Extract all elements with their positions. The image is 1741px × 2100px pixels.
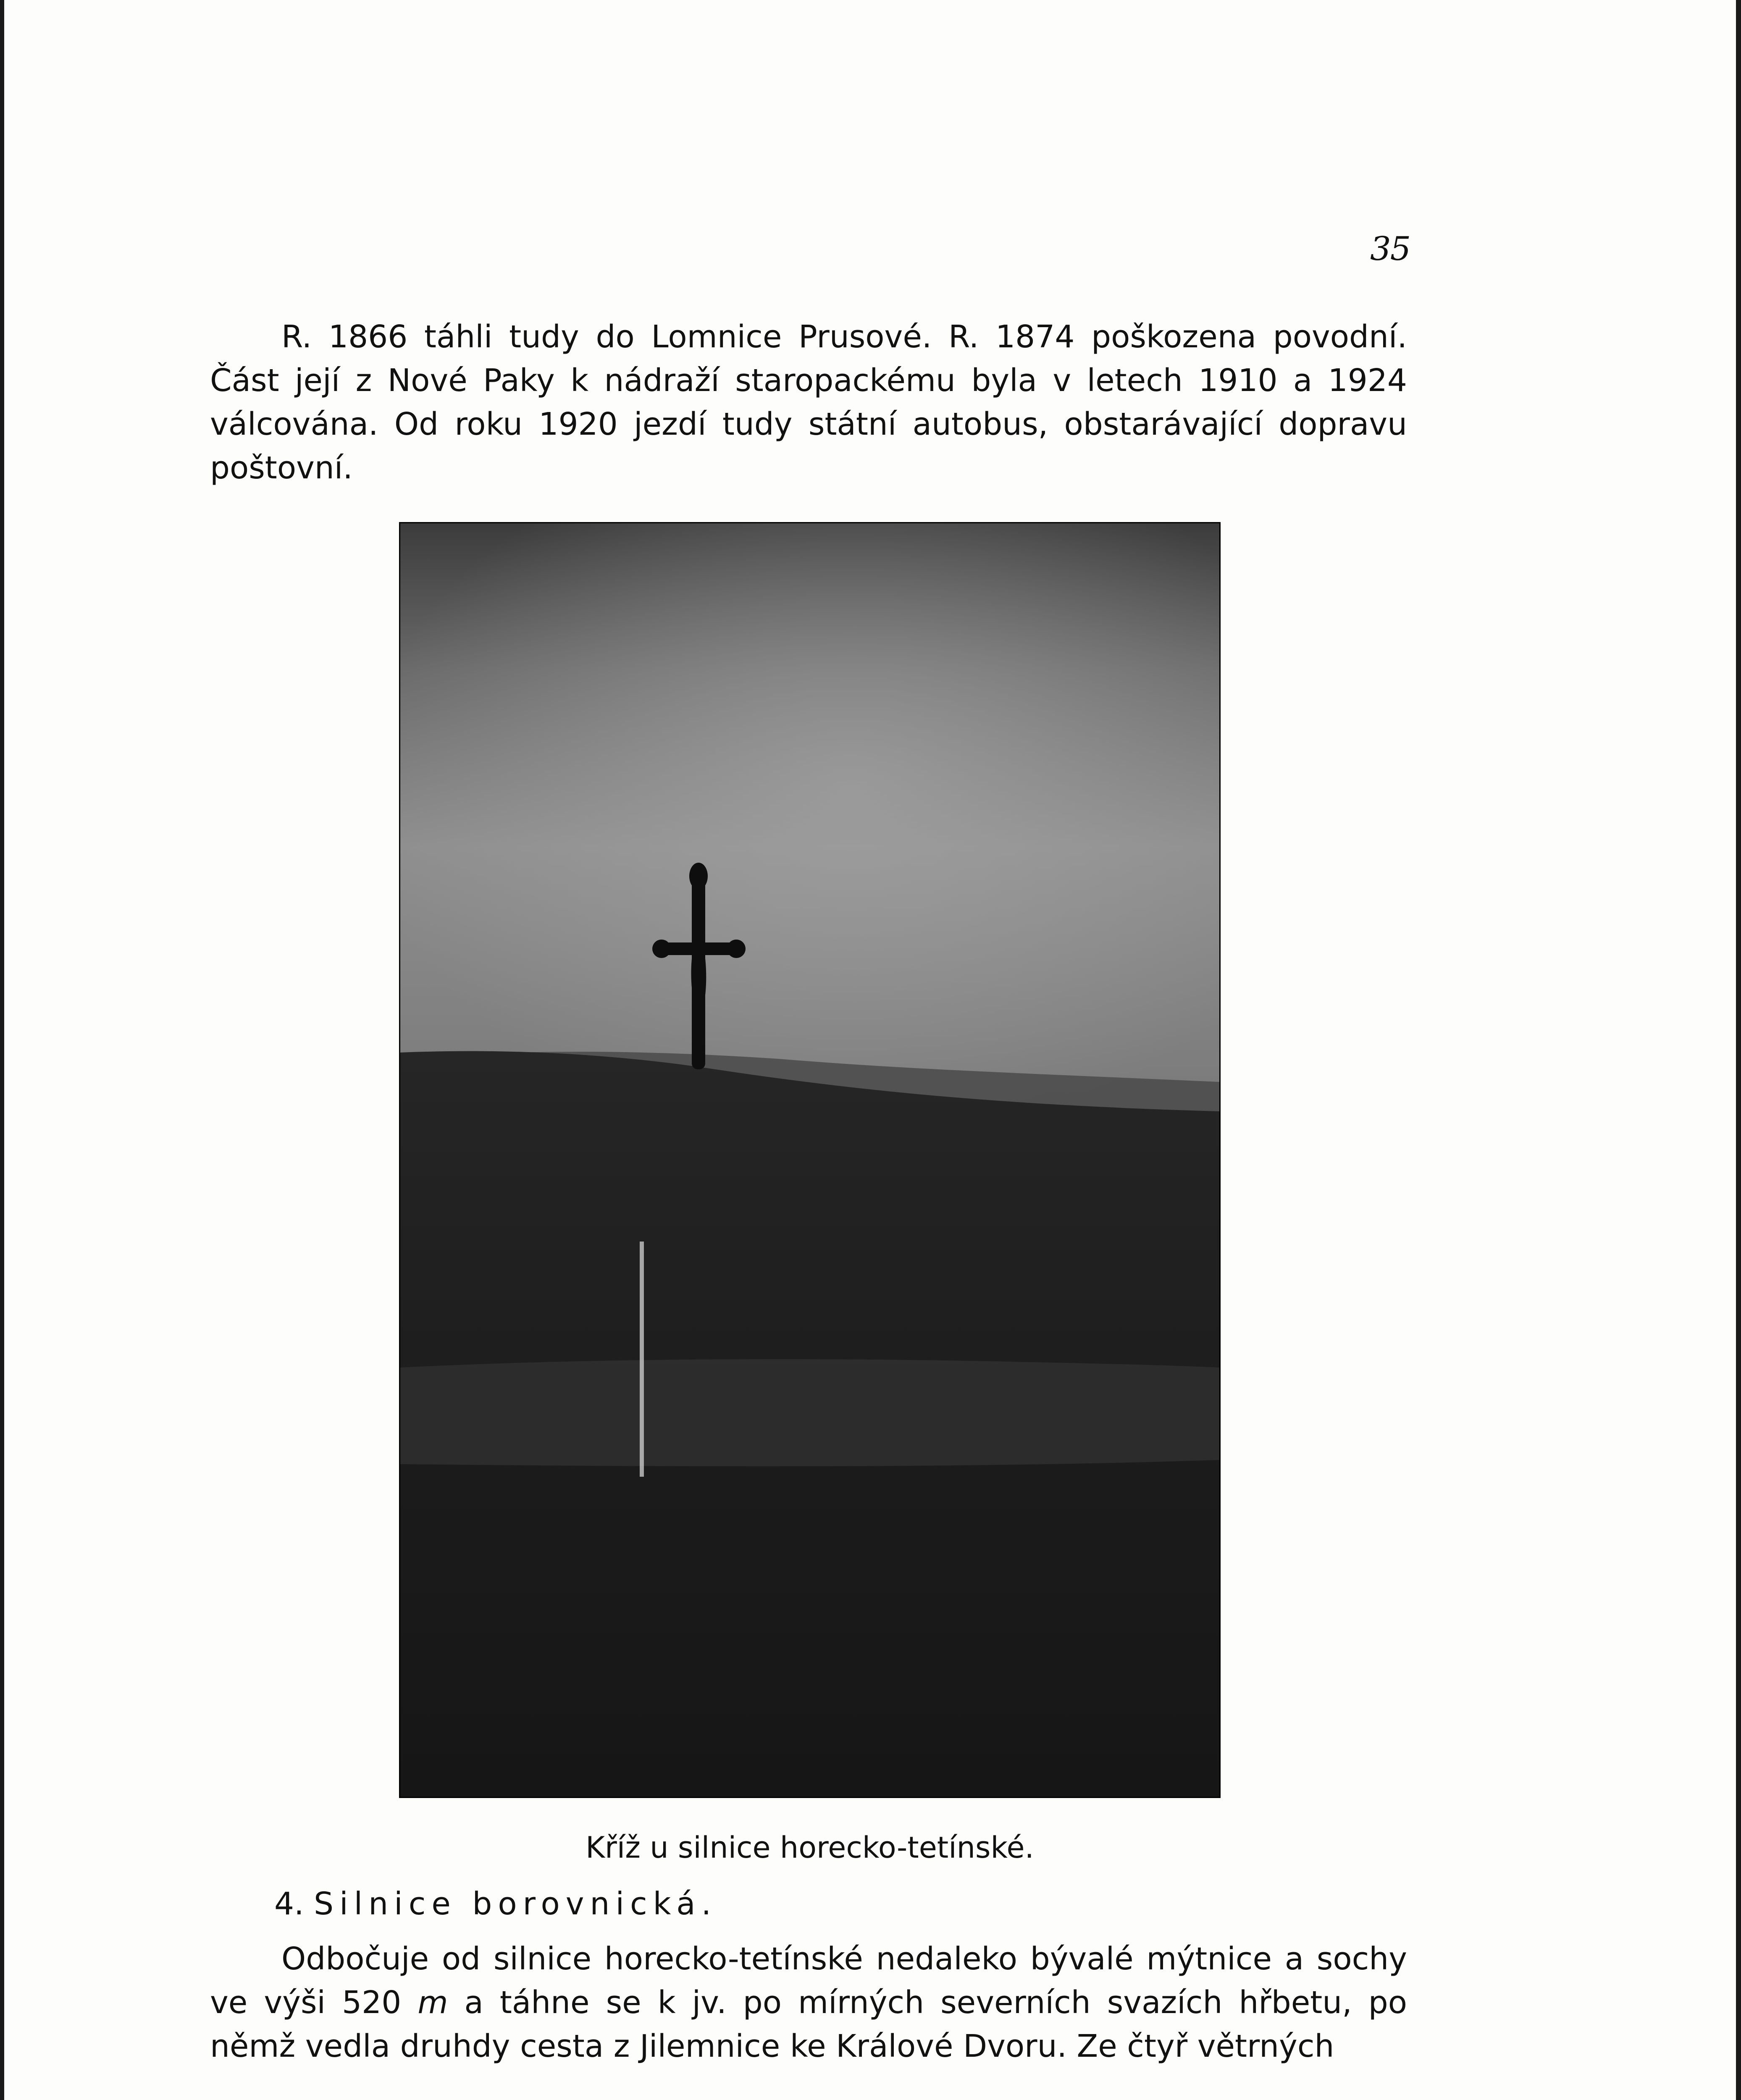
photograph-cross-on-hill — [399, 522, 1221, 1798]
section-heading — [274, 1886, 717, 1922]
road-marker-post — [640, 1242, 644, 1477]
scan-edge-right — [1736, 0, 1741, 2100]
page-number: 35 — [1370, 230, 1410, 268]
section-title: Silnice borovnická. — [314, 1886, 717, 1922]
paragraph-borovnicka-road — [210, 1937, 1407, 2068]
paragraph-road-history-text: R. 1866 táhli tudy do Lomnice Prusové. R. 1874 poškozena povodní. Část její z Nové Paky k nádraží staropackému byla v letech 1910 a 1924 válcována. Od roku 1920 jezdí tudy státní autobus, obstarávající dopravu poštovní. — [210, 319, 1407, 486]
paragraph-borovnicka-unit: m — [418, 1984, 448, 2021]
scan-edge-left — [0, 0, 4, 2100]
figure-caption: Kříž u silnice horecko-tetínské. — [586, 1830, 1034, 1865]
paragraph-borovnicka-text-before-unit: Odbočuje od silnice horecko-tetínské nedaleko bývalé mýtnice a sochy ve výši 520 — [210, 1941, 1407, 2021]
section-number: 4. — [274, 1886, 304, 1922]
paragraph-road-history — [210, 315, 1407, 490]
meadow-band — [400, 1359, 1219, 1466]
paragraph-borovnicka-text-after-unit: a táhne se k jv. po mírných severních svazích hřbetu, po němž vedla druhdy cesta z Jilemnice ke Králové Dvoru. Ze čtyř větrných — [210, 1984, 1407, 2064]
